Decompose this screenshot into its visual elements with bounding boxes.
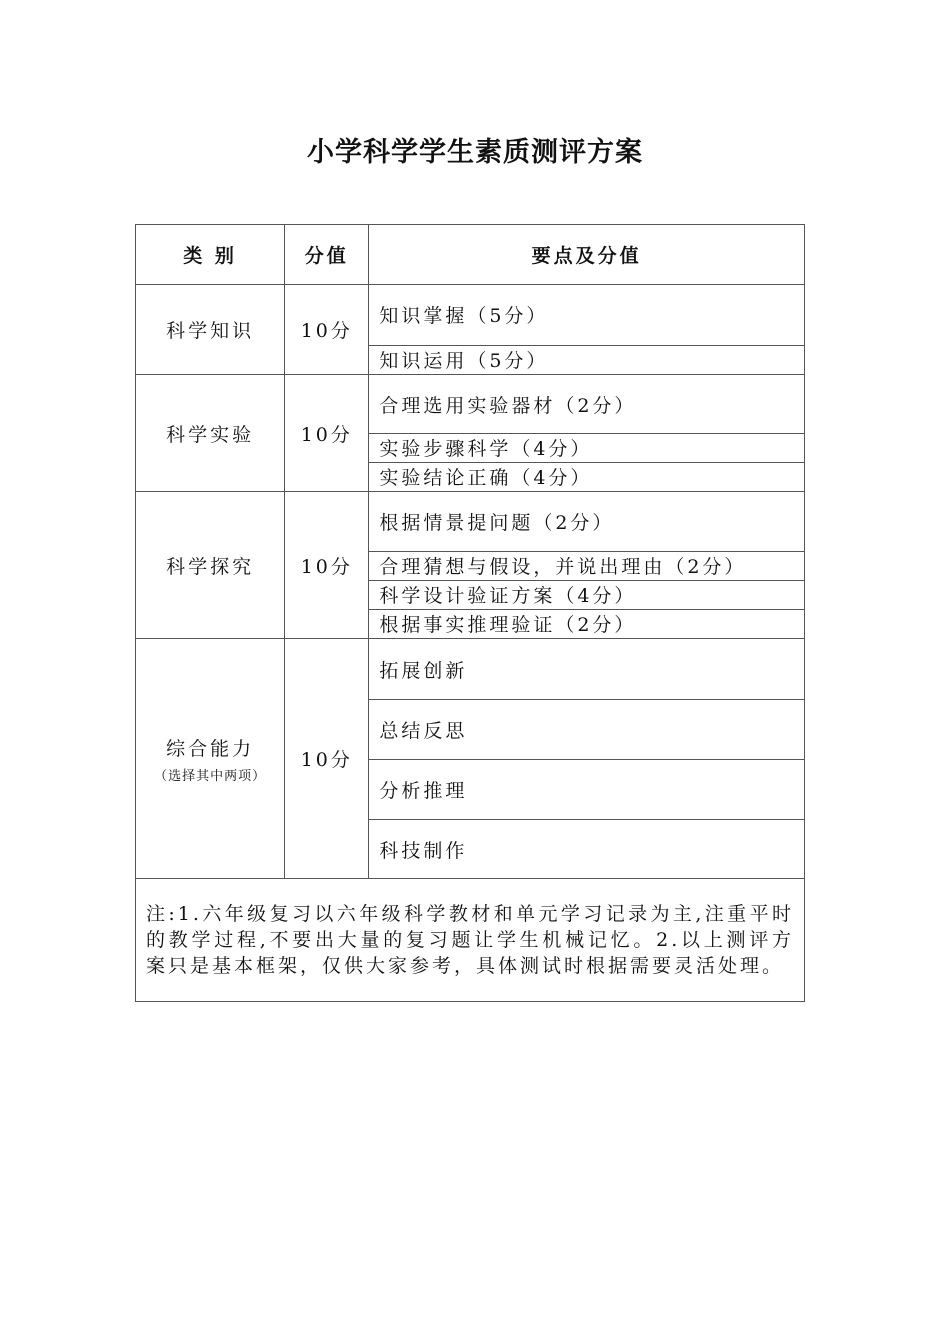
- evaluation-table: [135, 224, 805, 1002]
- point-item: 知识掌握（5分）: [369, 285, 805, 346]
- category-cell: [136, 639, 285, 879]
- category-cell: 科学实验: [136, 375, 285, 492]
- score-cell: 10分: [285, 375, 369, 492]
- point-item: 分析推理: [369, 760, 805, 820]
- header-points: 要点及分值: [369, 225, 805, 285]
- score-cell: 10分: [285, 285, 369, 375]
- category-cell: 科学知识: [136, 285, 285, 375]
- header-score: 分值: [285, 225, 369, 285]
- table-row: [136, 639, 805, 700]
- point-item: 科技制作: [369, 820, 805, 879]
- point-item: 根据情景提问题（2分）: [369, 492, 805, 552]
- table-row: [136, 492, 805, 552]
- point-item: 知识运用（5分）: [369, 346, 805, 375]
- table-row: [136, 375, 805, 434]
- table-header-row: [136, 225, 805, 285]
- category-label: 综合能力: [166, 737, 255, 760]
- note-text: 注:1.六年级复习以六年级科学教材和单元学习记录为主,注重平时的教学过程,不要出大量的复习题让学生机械记忆。2.以上测评方案只是基本框架，仅供大家参考，具体测试时根据需要灵活处理。: [136, 879, 805, 1002]
- point-item: 实验步骤科学（4分）: [369, 434, 805, 463]
- point-item: 合理选用实验器材（2分）: [369, 375, 805, 434]
- page-title: 小学科学学生素质测评方案: [307, 137, 643, 168]
- score-cell: 10分: [285, 492, 369, 639]
- category-note: （选择其中两项）: [154, 768, 267, 784]
- point-item: 根据事实推理验证（2分）: [369, 610, 805, 639]
- point-item: 实验结论正确（4分）: [369, 463, 805, 492]
- point-item: 合理猜想与假设，并说出理由（2分）: [369, 552, 805, 581]
- point-item: 科学设计验证方案（4分）: [369, 581, 805, 610]
- header-category: 类 别: [136, 225, 285, 285]
- table-row: [136, 285, 805, 346]
- point-item: 总结反思: [369, 700, 805, 760]
- category-cell: 科学探究: [136, 492, 285, 639]
- score-cell: 10分: [285, 639, 369, 879]
- point-item: 拓展创新: [369, 639, 805, 700]
- note-row: [136, 879, 805, 1002]
